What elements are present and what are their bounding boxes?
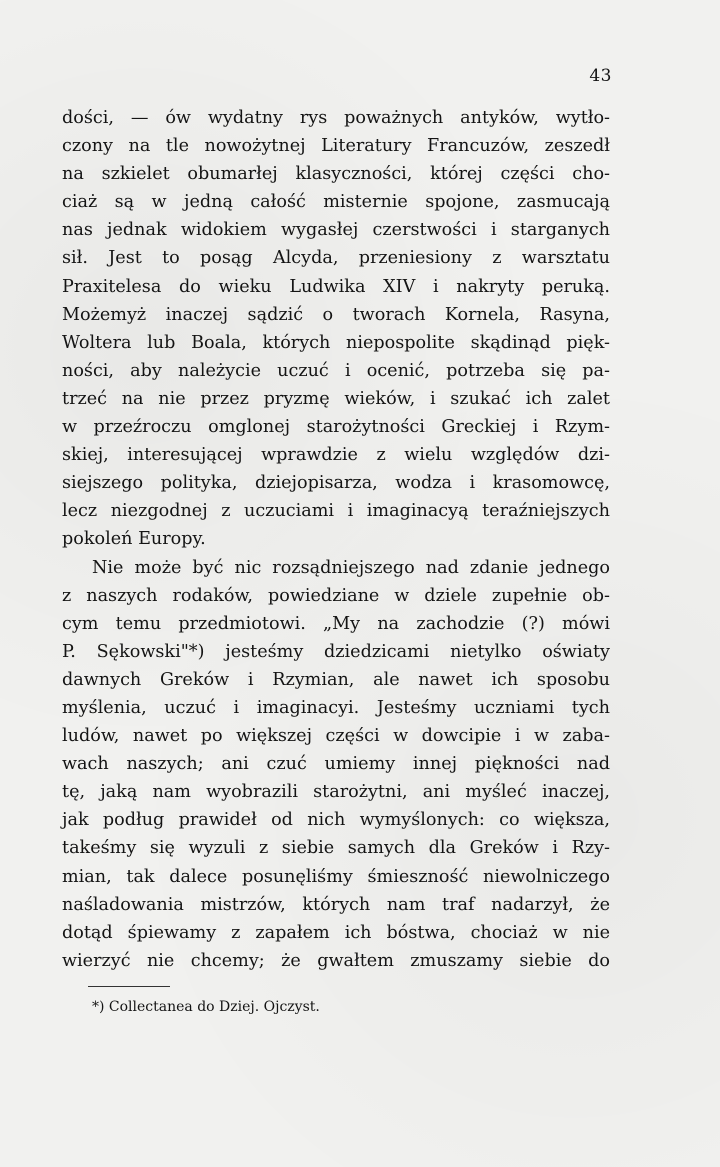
paragraph-start-line: Nie może być nic rozsądniejszego nad zdanie jednego [92,557,610,578]
text-line: lecz niezgodnej z uczuciami i imaginacyą teraźniejszych [62,501,610,522]
text-line: skiej, interesującej wprawdzie z wielu względów dzi- [62,445,610,466]
text-line: naśladowania mistrzów, których nam traf nadarzył, że [62,894,610,915]
text-line: dości, — ów wydatny rys poważnych antyków, wytło- [62,108,610,128]
text-line: jak podług prawideł od nich wymyślonych: co większa, [62,810,610,831]
text-line: ludów, nawet po większej części w dowcipie i w zaba- [62,726,610,747]
text-line: trzeć na nie przez pryzmę wieków, i szukać ich zalet [62,388,610,409]
body-text [62,104,610,975]
text-line: Woltera lub Boala, których niepospolite skądinąd pięk- [62,332,610,353]
footnote-divider [88,986,170,987]
text-line: wach naszych; ani czuć umiemy innej piękności nad [62,754,610,775]
text-line: sił. Jest to posąg Alcyda, przeniesiony z warsztatu [62,248,610,269]
text-line: wierzyć nie chcemy; że gwałtem zmuszamy siebie do [62,950,610,971]
text-line: w przeźroczu omglonej starożytności Greckiej i Rzym- [62,417,610,438]
text-line: ności, aby należycie uczuć i ocenić, potrzeba się pa- [62,360,610,381]
text-line: czony na tle nowożytnej Literatury Francuzów, zeszedł [62,136,610,157]
text-line: dawnych Greków i Rzymian, ale nawet ich sposobu [62,669,610,690]
text-line: z naszych rodaków, powiedziane w dziele zupełnie ob- [62,585,610,606]
text-line: siejszego polityka, dziejopisarza, wodza i krasomowcę, [62,473,610,494]
text-line: P. Sękowski"*) jesteśmy dziedzicami nietylko oświaty [62,641,610,662]
text-line: tę, jaką nam wyobrazili starożytni, ani myśleć inaczej, [62,782,610,803]
text-line: Możemyż inaczej sądzić o tworach Kornela, Rasyna, [62,304,610,325]
page-number: 43 [589,66,612,86]
text-line: mian, tak dalece posunęliśmy śmieszność niewolniczego [62,866,610,887]
text-line: Praxitelesa do wieku Ludwika XIV i nakryty peruką. [62,276,610,297]
text-line: na szkielet obumarłej klasyczności, której części cho- [62,164,610,185]
text-line: cym temu przedmiotowi. „My na zachodzie (?) mówi [62,613,610,634]
text-line: dotąd śpiewamy z zapałem ich bóstwa, chociaż w nie [62,922,610,943]
footnote: *) Collectanea do Dziej. Ojczyst. [92,999,320,1015]
paragraph-end-line: pokoleń Europy. [62,529,206,550]
text-line: takeśmy się wyzuli z siebie samych dla Greków i Rzy- [62,838,610,859]
text-line: myślenia, uczuć i imaginacyi. Jesteśmy uczniami tych [62,697,610,718]
text-line: ciaż są w jedną całość misternie spojone, zasmucają [62,192,610,213]
text-line: nas jednak widokiem wygasłej czerstwości i starganych [62,220,610,241]
